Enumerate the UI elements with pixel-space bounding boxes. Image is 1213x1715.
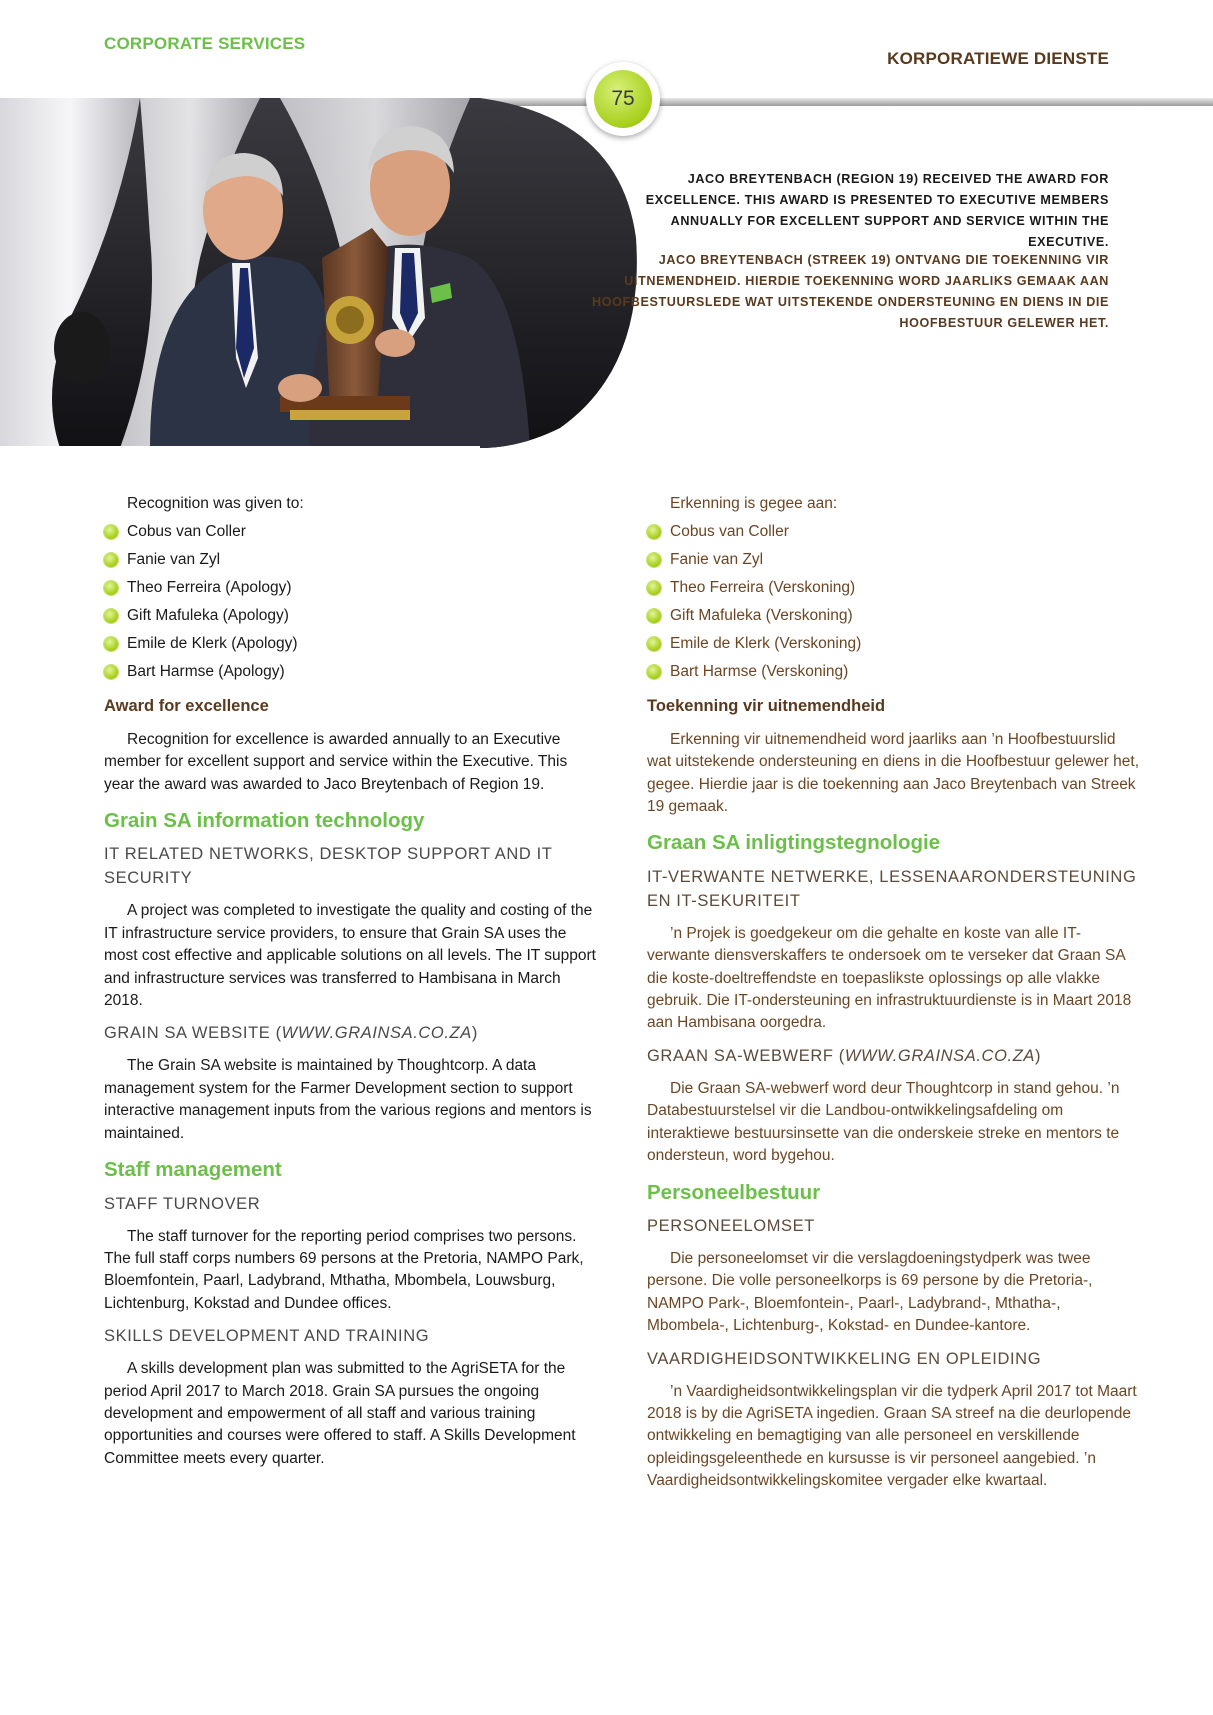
- award-paragraph: Erkenning vir uitnemendheid word jaarliks aan ’n Hoofbestuurslid wat uitstekende ondersteuning en diens in die Hoofbestuur gelewer het, gegee. Hierdie jaar is die toekenning aan Jaco Breytenbach van Streek 19 gemaak.: [647, 730, 1140, 816]
- photo-caption-english: JACO BREYTENBACH (REGION 19) RECEIVED THE AWARD FOR EXCELLENCE. THIS AWARD IS PRESENTED TO EXECUTIVE MEMBERS ANNUALLY FOR EXCELLENT SUPPORT AND SERVICE WITHIN THE EXECUTIVE.: [645, 172, 1109, 249]
- website-subheading: GRAAN SA-WEBWERF (WWW.GRAINSA.CO.ZA): [647, 1046, 1042, 1065]
- bullet-icon: [104, 665, 118, 679]
- staff-section-heading: Staff management: [104, 1158, 282, 1182]
- recognition-intro: Recognition was given to:: [127, 495, 304, 512]
- bullet-icon: [647, 525, 661, 539]
- recognition-list: [647, 518, 1141, 686]
- bullet-icon: [647, 637, 661, 651]
- website-subheading: GRAIN SA WEBSITE (WWW.GRAINSA.CO.ZA): [104, 1024, 478, 1043]
- turnover-paragraph: Die personeelomset vir die verslagdoeningstydperk was twee persone. Die volle personeelkorps is 69 persone by die Pretoria-, NAMPO Park-, Bloemfontein-, Paarl-, Ladybrand-, Mthatha-, Mbombela-, Lichtenburg-, Kokstad- en Dundee-kantore.: [647, 1249, 1093, 1335]
- it-section-heading: Grain SA information technology: [104, 809, 425, 833]
- english-column: [104, 493, 598, 1470]
- bullet-icon: [104, 581, 118, 595]
- bullet-icon: [104, 553, 118, 567]
- website-paragraph: The Grain SA website is maintained by Thoughtcorp. A data management system for the Farmer Development section to support interactive management inputs from the various regions and mentors is maintained.: [104, 1057, 592, 1142]
- website-paragraph: Die Graan SA-webwerf word deur Thoughtcorp in stand gehou. ’n Databestuurstelsel vir die Landbou-ontwikkelingsafdeling om interaktiewe bestuursinsette van die onderskeie streke en mentors te ondersteun, word bygehou.: [647, 1079, 1120, 1165]
- turnover-subheading: STAFF TURNOVER: [104, 1194, 261, 1213]
- turnover-subheading: PERSONEELOMSET: [647, 1216, 815, 1235]
- afrikaans-column: [647, 493, 1141, 1493]
- page-number-badge: [586, 62, 660, 136]
- turnover-paragraph: The staff turnover for the reporting period comprises two persons. The full staff corps numbers 69 persons at the Pretoria, NAMPO Park, Bloemfontein, Paarl, Ladybrand, Mthatha, Mbombela, Louwsburg, Lichtenburg, Kokstad and Dundee offices.: [104, 1227, 584, 1312]
- recognition-intro: Erkenning is gegee aan:: [670, 495, 838, 512]
- skills-paragraph: A skills development plan was submitted to the AgriSETA for the period April 2017 to March 2018. Grain SA pursues the ongoing development and empowerment of all staff and various training opportunities and courses were offered to staff. A Skills Development Committee meets every quarter.: [104, 1360, 576, 1467]
- it-section-heading: Graan SA inligtingstegnologie: [647, 831, 941, 855]
- staff-section-heading: Personeelbestuur: [647, 1180, 821, 1204]
- it-subheading: IT-VERWANTE NETWERKE, LESSENAARONDERSTEUNING EN IT-SEKURITEIT: [647, 867, 1137, 910]
- award-heading: Award for excellence: [104, 697, 269, 716]
- list-item: Bart Harmse (Apology): [104, 658, 598, 686]
- recognition-list: [104, 518, 598, 686]
- it-paragraph: A project was completed to investigate the quality and costing of the IT infrastructure service providers, to ensure that Grain SA uses the most cost effective and applicable solutions on all levels. The IT support and infrastructure services was transferred to Hambisana in March 2018.: [104, 902, 596, 1010]
- list-item: Theo Ferreira (Verskoning): [647, 574, 1141, 602]
- section-header-afrikaans: KORPORATIEWE DIENSTE: [887, 49, 1109, 68]
- award-photo: [0, 98, 640, 448]
- list-item: Bart Harmse (Verskoning): [647, 658, 1141, 686]
- list-item: Emile de Klerk (Verskoning): [647, 630, 1141, 658]
- list-item: Gift Mafuleka (Apology): [104, 602, 598, 630]
- skills-subheading: VAARDIGHEIDSONTWIKKELING EN OPLEIDING: [647, 1349, 1042, 1368]
- photo-caption-afrikaans: JACO BREYTENBACH (STREEK 19) ONTVANG DIE TOEKENNING VIR UITNEMENDHEID. HIERDIE TOEKENNING WORD JAARLIKS GEMAAK AAN HOOFBESTUURSLEDE WAT UITSTEKENDE ONDERSTEUNING EN DIENS IN DIE HOOFBESTUUR GELEWER HET.: [592, 253, 1109, 330]
- skills-paragraph: ’n Vaardigheidsontwikkelingsplan vir die tydperk April 2017 tot Maart 2018 is by die AgriSETA ingedien. Graan SA streef na die deurlopende ontwikkeling en bemagtiging van alle personeel en verskillende opleidingsgeleenthede en kursusse is vir personeel aangebied. ’n Vaardigheidsontwikkelingskomitee vergader elke kwartaal.: [647, 1382, 1137, 1490]
- skills-subheading: SKILLS DEVELOPMENT AND TRAINING: [104, 1327, 430, 1346]
- bullet-icon: [647, 609, 661, 623]
- bullet-icon: [104, 525, 118, 539]
- bullet-icon: [104, 637, 118, 651]
- list-item: Emile de Klerk (Apology): [104, 630, 598, 658]
- it-paragraph: ’n Projek is goedgekeur om die gehalte en koste van alle IT-verwante diensverskaffers te ondersoek om te verseker dat Graan SA die koste-doeltreffendste en toepaslikste oplossings op alle vlakke gebruik. Die IT-ondersteuning en infrastruktuurdienste is in Maart 2018 aan Hambisana oorgedra.: [647, 924, 1132, 1032]
- list-item: Theo Ferreira (Apology): [104, 574, 598, 602]
- section-header-english: CORPORATE SERVICES: [104, 34, 306, 53]
- bullet-icon: [647, 581, 661, 595]
- bullet-icon: [647, 553, 661, 567]
- bullet-icon: [104, 609, 118, 623]
- it-subheading: IT RELATED NETWORKS, DESKTOP SUPPORT AND IT SECURITY: [104, 845, 553, 888]
- list-item: Cobus van Coller: [647, 518, 1141, 546]
- page-number: 75: [594, 70, 652, 128]
- bullet-icon: [647, 665, 661, 679]
- award-heading: Toekenning vir uitnemendheid: [647, 697, 886, 716]
- list-item: Gift Mafuleka (Verskoning): [647, 602, 1141, 630]
- list-item: Fanie van Zyl: [104, 546, 598, 574]
- list-item: Fanie van Zyl: [647, 546, 1141, 574]
- list-item: Cobus van Coller: [104, 518, 598, 546]
- award-paragraph: Recognition for excellence is awarded annually to an Executive member for excellent support and service within the Executive. This year the award was awarded to Jaco Breytenbach of Region 19.: [104, 730, 568, 793]
